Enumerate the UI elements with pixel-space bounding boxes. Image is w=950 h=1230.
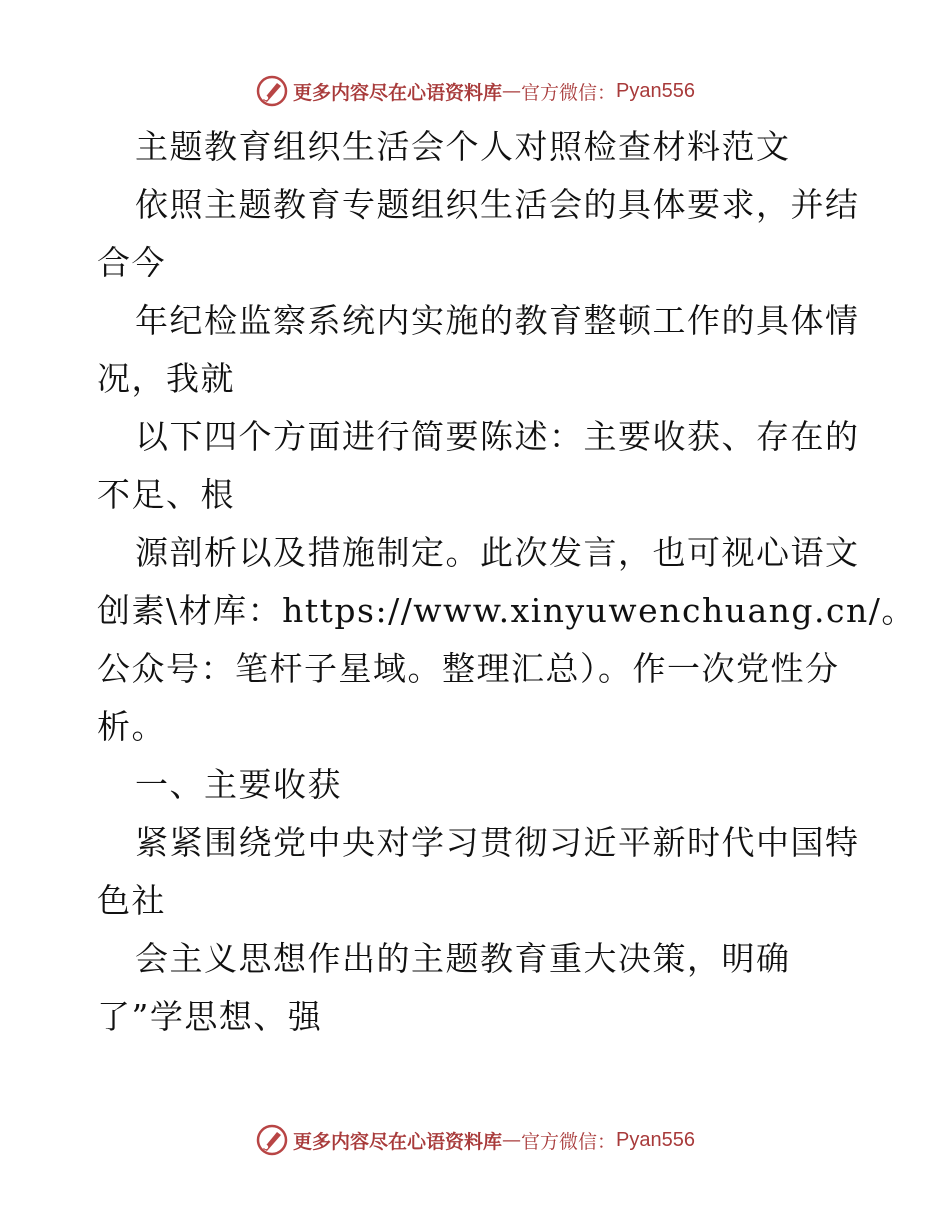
paragraph-line: 年纪检监察系统内实施的教育整顿工作的具体情	[135, 301, 860, 340]
banner-dash: —	[502, 80, 522, 102]
paragraph-line: 公众号：笔杆子星域。整理汇总）。作一次党性分	[97, 649, 840, 688]
paragraph-line: 了”学思想、强	[97, 997, 323, 1036]
banner-wechat-label: 官方微信：	[521, 1130, 617, 1153]
paragraph-line: 依照主题教育专题组织生活会的具体要求，并结	[135, 185, 860, 224]
banner-wechat-id: Pyan556	[616, 1128, 695, 1151]
quill-logo-icon	[255, 74, 289, 108]
paragraph-line: 紧紧围绕党中央对学习贯彻习近平新时代中国特	[135, 823, 860, 862]
banner-wechat-label: 官方微信：	[521, 81, 617, 104]
paragraph-line: 会主义思想作出的主题教育重大决策，明确	[135, 939, 791, 978]
paragraph-line: 源剖析以及措施制定。此次发言，也可视心语文	[135, 533, 860, 572]
paragraph-line: 创素\材库：https://www.xinyuwenchuang.cn/。	[97, 591, 916, 630]
banner-text: 更多内容尽在心语资料库	[293, 1130, 503, 1153]
document-title: 主题教育组织生活会个人对照检查材料范文	[135, 127, 791, 166]
banner-text: 更多内容尽在心语资料库	[293, 81, 503, 104]
banner-wechat-id: Pyan556	[616, 79, 695, 102]
paragraph-line: 况，我就	[97, 359, 235, 398]
footer-banner	[0, 1120, 950, 1160]
section-heading: 一、主要收获	[135, 765, 342, 804]
paragraph-line: 合今	[97, 243, 166, 282]
header-banner	[0, 71, 950, 111]
document-body	[97, 118, 916, 1046]
paragraph-line: 以下四个方面进行简要陈述：主要收获、存在的	[135, 417, 860, 456]
paragraph-line: 不足、根	[97, 475, 235, 514]
paragraph-line: 析。	[97, 707, 166, 746]
paragraph-line: 色社	[97, 881, 166, 920]
quill-logo-icon	[255, 1123, 289, 1157]
banner-dash: —	[502, 1129, 522, 1151]
